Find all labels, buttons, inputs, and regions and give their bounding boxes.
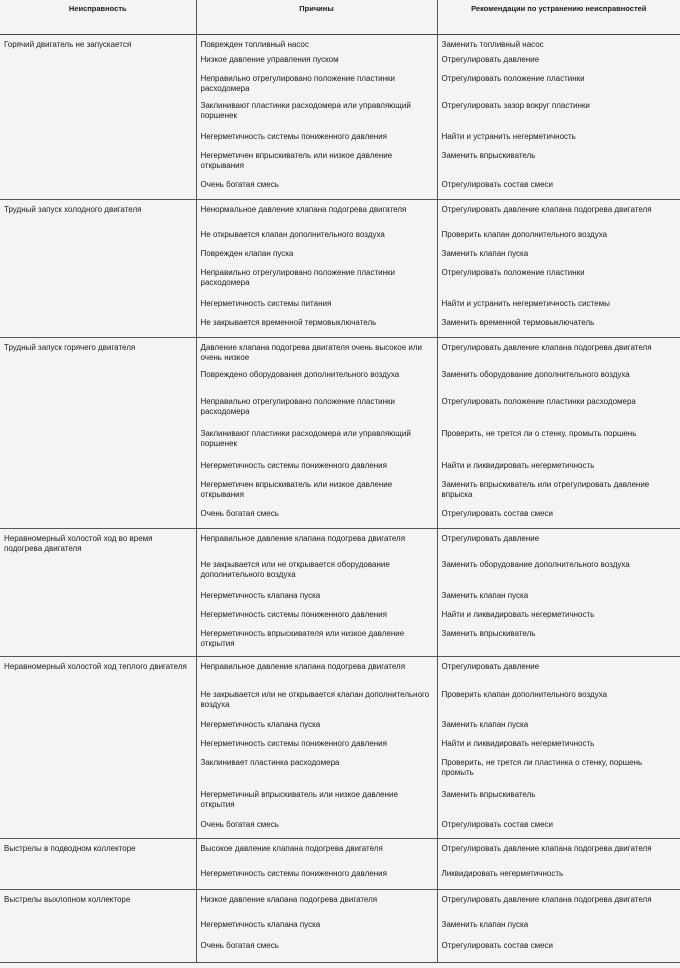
header-remedy: Рекомендации по устранению неисправностей: [437, 0, 680, 35]
remedy-text: Проверить клапан дополнительного воздуха: [441, 230, 608, 239]
table-row: [0, 890, 680, 963]
cause-text: Неправильно отрегулировано положение пластинки расходомера: [200, 397, 395, 416]
remedy-column-cell: [437, 338, 680, 529]
table-row: [0, 839, 680, 890]
remedy-text: Проверить, не трется ли о стенку, промыть поршень: [441, 429, 637, 438]
remedy-text: Найти и устранить негерметичность системы: [441, 299, 610, 308]
cause-text: Поврежден топливный насос: [200, 40, 309, 49]
cause-text: Негерметичность клапана пуска: [200, 920, 321, 929]
cause-text: Негерметичен впрыскиватель или низкое давление открывания: [200, 480, 393, 499]
remedy-text: Отрегулировать состав смеси: [441, 820, 554, 829]
remedy-text: Заменить оборудование дополнительного воздуха: [441, 560, 630, 569]
fault-cell: Выстрелы выхлопном коллекторе: [0, 890, 196, 963]
remedy-text: Найти и устранить негерметичность: [441, 132, 576, 141]
cause-text: Очень богатая смесь: [200, 820, 279, 829]
remedy-text: Отрегулировать давление: [441, 534, 540, 543]
cause-text: Заклинивают пластинки расходомера или управляющий поршенек: [200, 429, 411, 448]
remedy-column-cell: [437, 200, 680, 338]
fault-cell: Выстрелы в подводном коллекторе: [0, 839, 196, 890]
cause-column-cell: [196, 35, 437, 200]
remedy-text: Заменить впрыскиватель или отрегулировать давление впрыска: [441, 480, 650, 499]
cause-column-cell: [196, 657, 437, 839]
table-row: [0, 35, 680, 200]
cause-text: Низкое давление клапана подогрева двигателя: [200, 895, 378, 904]
cause-text: Негерметичность клапана пуска: [200, 720, 321, 729]
remedy-text: Отрегулировать состав смеси: [441, 180, 554, 189]
cause-text: Очень богатая смесь: [200, 180, 279, 189]
cause-text: Низкое давление управления пуском: [200, 55, 339, 64]
cause-text: Негерметичность системы пониженного давления: [200, 739, 387, 748]
cause-text: Неправильно отрегулировано положение пластинки расходомера: [200, 268, 395, 287]
remedy-text: Проверить, не трется ли пластинка о стенку, поршень промыть: [441, 758, 643, 777]
table-row: [0, 200, 680, 338]
cause-text: Заклинивают пластинки расходомера или управляющий поршенек: [200, 101, 411, 120]
remedy-text: Отрегулировать давление: [441, 662, 540, 671]
header-fault: Неисправность: [0, 0, 196, 35]
cause-text: Негерметичность системы питания: [200, 299, 332, 308]
cause-text: Негерметичность системы пониженного давления: [200, 461, 387, 470]
remedy-text: Проверить клапан дополнительного воздуха: [441, 690, 608, 699]
remedy-column-cell: [437, 839, 680, 890]
cause-column-cell: [196, 338, 437, 529]
cause-text: Негерметичен впрыскиватель или низкое давление открывания: [200, 151, 393, 170]
cause-text: Не закрывается или не открывается клапан дополнительного воздуха: [200, 690, 430, 709]
cause-text: Негерметичность системы пониженного давления: [200, 869, 387, 878]
cause-text: Негерметичность системы пониженного давления: [200, 132, 387, 141]
remedy-column-cell: [437, 890, 680, 963]
cause-text: Заклинивает пластинка расходомера: [200, 758, 340, 767]
remedy-text: Заменить временной термовыключатель: [441, 318, 595, 327]
remedy-text: Заменить клапан пуска: [441, 591, 529, 600]
remedy-text: Найти и ликвидировать негерметичность: [441, 739, 595, 748]
remedy-text: Отрегулировать состав смеси: [441, 941, 554, 950]
remedy-text: Заменить топливный насос: [441, 40, 544, 49]
cause-text: Негерметичный впрыскиватель или низкое давление открытия: [200, 790, 398, 809]
cause-text: Неправильное давление клапана подогрева двигателя: [200, 534, 406, 543]
fault-cell: Горячий двигатель не запускается: [0, 35, 196, 200]
header-cause: Причины: [196, 0, 437, 35]
cause-column-cell: [196, 529, 437, 657]
remedy-text: Заменить впрыскиватель: [441, 790, 536, 799]
remedy-text: Заменить клапан пуска: [441, 720, 529, 729]
cause-text: Негерметичность клапана пуска: [200, 591, 321, 600]
remedy-text: Отрегулировать состав смеси: [441, 509, 554, 518]
cause-text: Давление клапана подогрева двигателя очень высокое или очень низкое: [200, 343, 422, 362]
remedy-text: Отрегулировать давление клапана подогрева двигателя: [441, 205, 652, 214]
table-body: [0, 35, 680, 963]
fault-cell: Трудный запуск холодного двигателя: [0, 200, 196, 338]
cause-text: Ненормальное давление клапана подогрева двигателя: [200, 205, 407, 214]
remedy-text: Заменить впрыскиватель: [441, 629, 536, 638]
remedy-text: Заменить клапан пуска: [441, 920, 529, 929]
cause-text: Не закрывается временной термовыключатель: [200, 318, 377, 327]
cause-text: Негерметичность впрыскивателя или низкое давление открытия: [200, 629, 405, 648]
table-row: [0, 338, 680, 529]
remedy-text: Заменить клапан пуска: [441, 249, 529, 258]
cause-text: Повреждено оборудования дополнительного воздуха: [200, 370, 400, 379]
cause-text: Неправильно отрегулировано положение пластинки расходомера: [200, 74, 395, 93]
table-header-row: [0, 0, 680, 35]
fault-cell: Неравномерный холостой ход во время подогрева двигателя: [0, 529, 196, 657]
remedy-text: Отрегулировать положение пластинки расходомера: [441, 397, 636, 406]
remedy-text: Отрегулировать давление клапана подогрева двигателя: [441, 844, 652, 853]
cause-text: Поврежден клапан пуска: [200, 249, 294, 258]
remedy-text: Ликвидировать негерметичность: [441, 869, 564, 878]
remedy-text: Отрегулировать положение пластинки: [441, 74, 585, 83]
remedy-text: Заменить оборудование дополнительного воздуха: [441, 370, 630, 379]
cause-text: Не открывается клапан дополнительного воздуха: [200, 230, 385, 239]
remedy-text: Отрегулировать зазор вокруг пластинки: [441, 101, 590, 110]
table-row: [0, 529, 680, 657]
table-row: [0, 657, 680, 839]
remedy-text: Найти и ликвидировать негерметичность: [441, 610, 595, 619]
cause-column-cell: [196, 839, 437, 890]
remedy-text: Отрегулировать давление: [441, 55, 540, 64]
cause-column-cell: [196, 200, 437, 338]
cause-text: Очень богатая смесь: [200, 941, 279, 950]
remedy-column-cell: [437, 529, 680, 657]
remedy-text: Заменить впрыскиватель: [441, 151, 536, 160]
cause-text: Не закрывается или не открывается оборудование дополнительного воздуха: [200, 560, 390, 579]
cause-text: Высокое давление клапана подогрева двигателя: [200, 844, 383, 853]
cause-text: Неправильное давление клапана подогрева двигателя: [200, 662, 406, 671]
fault-cell: Трудный запуск горячего двигателя: [0, 338, 196, 529]
remedy-text: Отрегулировать положение пластинки: [441, 268, 585, 277]
cause-text: Негерметичность системы пониженного давления: [200, 610, 387, 619]
remedy-column-cell: [437, 657, 680, 839]
cause-column-cell: [196, 890, 437, 963]
remedy-column-cell: [437, 35, 680, 200]
cause-text: Очень богатая смесь: [200, 509, 279, 518]
remedy-text: Отрегулировать давление клапана подогрева двигателя: [441, 343, 652, 352]
remedy-text: Отрегулировать давление клапана подогрева двигателя: [441, 895, 652, 904]
remedy-text: Найти и ликвидировать негерметичность: [441, 461, 595, 470]
fault-cell: Неравномерный холостой ход теплого двигателя: [0, 657, 196, 839]
